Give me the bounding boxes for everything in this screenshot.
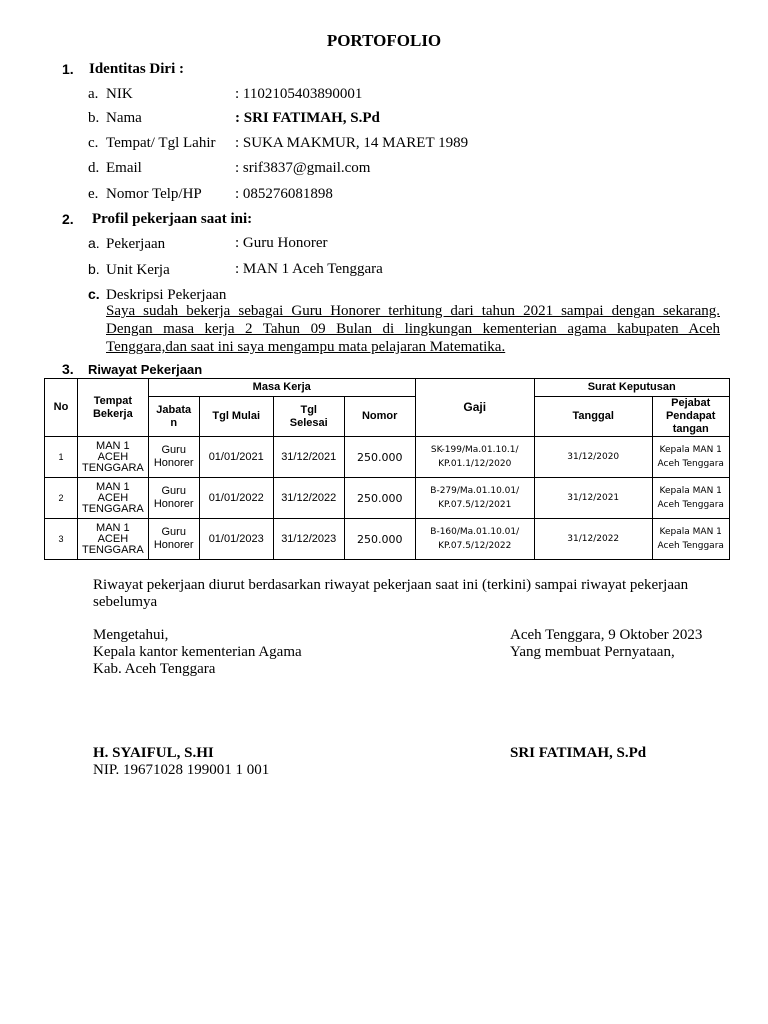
field-nik bbox=[88, 86, 363, 103]
signature-right-name: SRI FATIMAH, S.Pd bbox=[510, 745, 647, 761]
field-tempat-tgl-lahir bbox=[88, 135, 469, 152]
field-label: Unit Kerja bbox=[106, 262, 170, 278]
cell-no: 3 bbox=[45, 519, 78, 560]
header-masa-kerja: Masa Kerja bbox=[148, 379, 415, 397]
field-letter: b. bbox=[88, 261, 100, 277]
description-line: Tenggara,dan saat ini saya mengampu mata pelajaran Matematika. bbox=[106, 339, 506, 355]
section-label: Identitas Diri : bbox=[89, 61, 184, 77]
cell-jabatan: Guru Honorer bbox=[148, 519, 199, 560]
signature-right-line1: Aceh Tenggara, 9 Oktober 2023 bbox=[510, 627, 703, 643]
field-pekerjaan bbox=[88, 235, 328, 253]
section-label: Profil pekerjaan saat ini: bbox=[92, 211, 253, 227]
section-number: 2. bbox=[62, 211, 74, 227]
cell-gaji: 250.000 bbox=[344, 478, 415, 519]
section-number: 3. bbox=[62, 361, 74, 377]
job-description bbox=[106, 302, 720, 356]
work-history-table bbox=[44, 378, 730, 560]
signature-left-line1: Mengetahui, bbox=[93, 627, 169, 643]
document-title: PORTOFOLIO bbox=[326, 31, 442, 50]
field-label: Pekerjaan bbox=[106, 236, 166, 252]
header-tanggal: Tanggal bbox=[534, 397, 652, 437]
field-label: Nomor Telp/HP bbox=[106, 186, 202, 202]
cell-gaji: 250.000 bbox=[344, 519, 415, 560]
field-value: : 085276081898 bbox=[235, 186, 333, 202]
cell-tempat: MAN 1 ACEH TENGGARA bbox=[78, 478, 149, 519]
table-row bbox=[45, 437, 730, 478]
header-tgl-mulai: Tgl Mulai bbox=[199, 397, 273, 437]
description-line: Saya sudah bekerja sebagai Guru Honorer terhitung dari tahun 2021 sampai dengan sekarang. bbox=[106, 303, 720, 319]
field-value: : MAN 1 Aceh Tenggara bbox=[235, 261, 383, 277]
cell-tgl-mulai: 01/01/2022 bbox=[199, 478, 273, 519]
cell-tgl-selesai: 31/12/2022 bbox=[273, 478, 344, 519]
signature-left-nip: NIP. 19671028 199001 1 001 bbox=[93, 762, 270, 778]
table-row bbox=[45, 519, 730, 560]
cell-nomor: B-279/Ma.01.10.01/ KP.07.5/12/2021 bbox=[415, 478, 534, 519]
header-tgl-selesai: Tgl Selesai bbox=[273, 397, 344, 437]
cell-nomor: B-160/Ma.01.10.01/ KP.07.5/12/2022 bbox=[415, 519, 534, 560]
cell-nomor: SK-199/Ma.01.10.1/ KP.01.1/12/2020 bbox=[415, 437, 534, 478]
field-telp bbox=[88, 186, 333, 203]
cell-tgl-mulai: 01/01/2021 bbox=[199, 437, 273, 478]
field-value: : Guru Honorer bbox=[235, 235, 328, 251]
field-value: : srif3837@gmail.com bbox=[235, 160, 371, 176]
field-label: Nama bbox=[106, 110, 142, 126]
field-letter: a. bbox=[88, 235, 100, 251]
cell-tgl-selesai: 31/12/2021 bbox=[273, 437, 344, 478]
cell-no: 2 bbox=[45, 478, 78, 519]
header-jabatan: Jabata n bbox=[148, 397, 199, 437]
signature-left-line2: Kepala kantor kementerian Agama bbox=[93, 644, 302, 660]
cell-tgl-mulai: 01/01/2023 bbox=[199, 519, 273, 560]
field-label: NIK bbox=[106, 86, 133, 102]
field-letter: b. bbox=[88, 110, 100, 126]
description-line: Dengan masa kerja 2 Tahun 09 Bulan di lingkungan kementerian agama kabupaten Aceh bbox=[106, 321, 720, 337]
header-tempat-bekerja: Tempat Bekerja bbox=[78, 379, 149, 437]
header-gaji: Gaji bbox=[415, 379, 534, 437]
field-nama bbox=[88, 110, 380, 127]
header-nomor: Nomor bbox=[344, 397, 415, 437]
cell-tanggal: 31/12/2022 bbox=[534, 519, 652, 560]
cell-jabatan: Guru Honorer bbox=[148, 478, 199, 519]
field-value: : SUKA MAKMUR, 14 MARET 1989 bbox=[235, 135, 469, 151]
field-letter: e. bbox=[88, 186, 99, 202]
cell-pejabat: Kepala MAN 1 Aceh Tenggara bbox=[652, 478, 729, 519]
section-number: 1. bbox=[62, 61, 74, 77]
signature-right-line2: Yang membuat Pernyataan, bbox=[510, 644, 675, 660]
signature-left-line3: Kab. Aceh Tenggara bbox=[93, 661, 216, 677]
field-unit-kerja bbox=[88, 261, 383, 279]
field-email bbox=[88, 160, 371, 177]
cell-pejabat: Kepala MAN 1 Aceh Tenggara bbox=[652, 519, 729, 560]
cell-pejabat: Kepala MAN 1 Aceh Tenggara bbox=[652, 437, 729, 478]
field-value: : SRI FATIMAH, S.Pd bbox=[235, 110, 380, 126]
header-no: No bbox=[45, 379, 78, 437]
cell-tanggal: 31/12/2020 bbox=[534, 437, 652, 478]
cell-tempat: MAN 1 ACEH TENGGARA bbox=[78, 519, 149, 560]
header-pejabat: Pejabat Pendapat tangan bbox=[652, 397, 729, 437]
field-label: Deskripsi Pekerjaan bbox=[106, 287, 227, 303]
field-label: Tempat/ Tgl Lahir bbox=[106, 135, 216, 151]
field-letter: c. bbox=[88, 286, 100, 302]
field-letter: d. bbox=[88, 160, 100, 176]
cell-gaji: 250.000 bbox=[344, 437, 415, 478]
header-surat-keputusan: Surat Keputusan bbox=[534, 379, 729, 397]
cell-tgl-selesai: 31/12/2023 bbox=[273, 519, 344, 560]
field-label: Email bbox=[106, 160, 142, 176]
ordering-note: Riwayat pekerjaan diurut berdasarkan riwayat pekerjaan saat ini (terkini) sampai riwayat pekerjaan sebelumya bbox=[93, 577, 689, 610]
cell-tanggal: 31/12/2021 bbox=[534, 478, 652, 519]
cell-tempat: MAN 1 ACEH TENGGARA bbox=[78, 437, 149, 478]
section-label: Riwayat Pekerjaan bbox=[88, 362, 203, 377]
table-row bbox=[45, 478, 730, 519]
field-letter: c. bbox=[88, 135, 99, 151]
cell-no: 1 bbox=[45, 437, 78, 478]
field-letter: a. bbox=[88, 86, 99, 102]
signature-left-name: H. SYAIFUL, S.HI bbox=[93, 745, 214, 761]
cell-jabatan: Guru Honorer bbox=[148, 437, 199, 478]
field-value: : 1102105403890001 bbox=[235, 86, 363, 102]
